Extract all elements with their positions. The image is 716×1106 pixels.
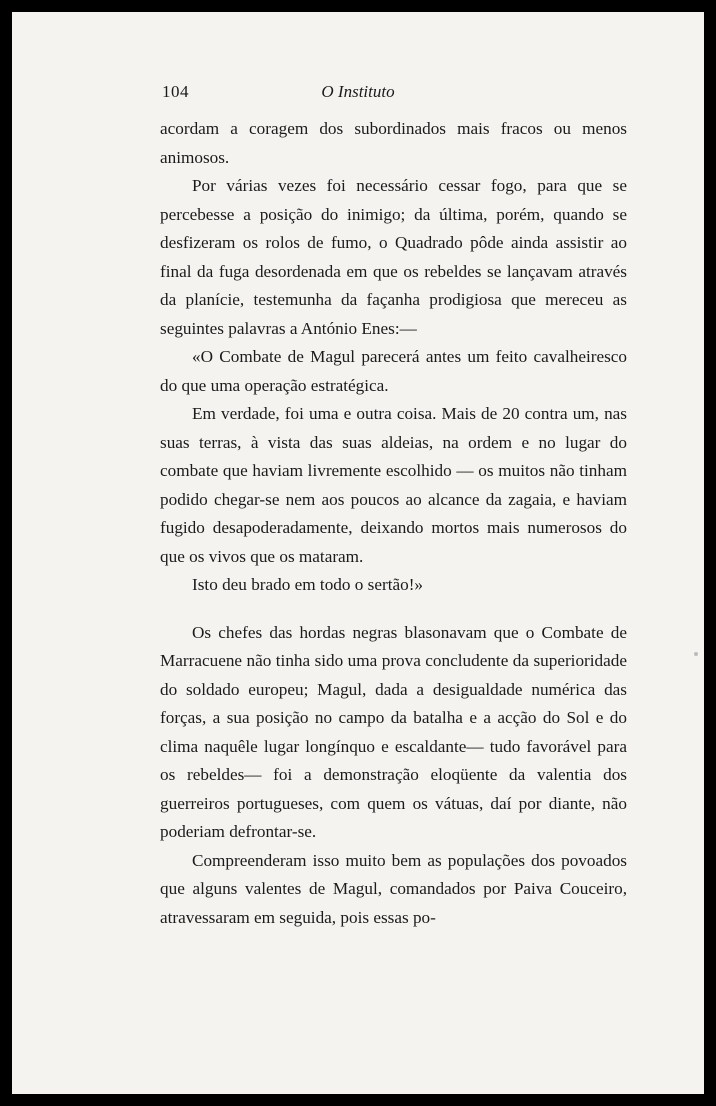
quotation-paragraph: «O Combate de Magul parecerá antes um feito cavalheiresco do que uma operação estratégica.	[160, 347, 627, 395]
quotation-paragraph: Isto deu brado em todo o sertão!»	[192, 575, 424, 594]
paragraph: Por várias vezes foi necessário cessar fogo, para que se percebesse a posição do inimigo; da última, porém, quando se desfizeram os rolos de fumo, o Quadrado pôde ainda assistir ao final da fuga desordenada em que os rebeldes se lançavam através da planície, testemunha da façanha prodigiosa que mereceu as seguintes palavras a António Enes:—	[160, 176, 627, 338]
paragraph: acordam a coragem dos subordinados mais fracos ou menos animosos.	[160, 119, 627, 167]
book-page	[12, 12, 704, 1094]
body-text	[160, 115, 627, 932]
paper-speck	[694, 652, 698, 656]
quotation-paragraph: Em verdade, foi uma e outra coisa. Mais de 20 contra um, nas suas terras, à vista das suas aldeias, na ordem e no lugar do combate que haviam livremente escolhido — os muitos não tinham podido chegar-se nem aos poucos ao alcance da zagaia, e haviam fugido desapoderadamente, deixando mortos mais numerosos do que os vivos que os mataram.	[160, 404, 627, 566]
paragraph: Compreenderam isso muito bem as populações dos povoados que alguns valentes de Magul, comandados por Paiva Couceiro, atravessaram em seguida, pois essas po-	[160, 850, 627, 927]
paragraph: Os chefes das hordas negras blasonavam que o Combate de Marracuene não tinha sido uma prova concludente da superioridade do soldado europeu; Magul, dada a desigualdade numérica das forças, a sua posição no campo da batalha e a acção do Sol e do clima naquêle lugar longínquo e escaldante— tudo favorável para os rebeldes— foi a demonstração eloqüente da valentia dos guerreiros portugueses, com quem os vátuas, daí por diante, não poderiam defrontar-se.	[160, 622, 627, 841]
page-header	[12, 82, 704, 106]
page-number: 104	[162, 82, 189, 101]
running-title: O Instituto	[321, 82, 395, 101]
